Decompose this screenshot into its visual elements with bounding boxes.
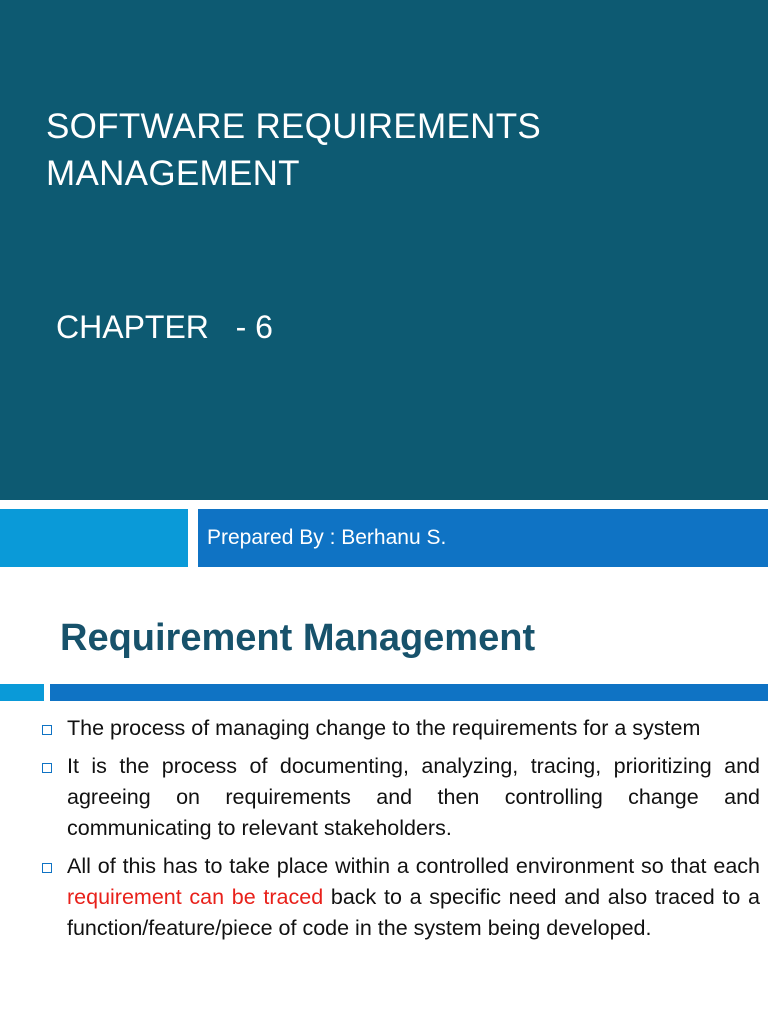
bullet-text: The process of managing change to the requirements for a system: [67, 716, 701, 740]
bullet-text: It is the process of documenting, analyzing, tracing, prioritizing and agreeing on requirements and then controlling change and communicating to relevant stakeholders.: [67, 754, 760, 840]
author-band: [198, 509, 768, 567]
list-item: [0, 713, 760, 744]
hollow-square-icon: [42, 863, 52, 873]
bullet-list: [0, 713, 768, 951]
hollow-square-icon: [42, 763, 52, 773]
accent-band-left: [0, 509, 188, 567]
title-rule-left: [0, 684, 44, 701]
highlighted-text: requirement can be traced: [67, 885, 324, 909]
slide-title: Requirement Management: [60, 617, 536, 659]
divider: [0, 500, 768, 509]
title-rule-right: [50, 684, 768, 701]
list-item: [0, 851, 760, 944]
title-slide: [0, 0, 768, 500]
prepared-by-text: Prepared By : Berhanu S.: [207, 526, 447, 549]
presentation-title: SOFTWARE REQUIREMENTS MANAGEMENT: [46, 107, 542, 193]
hollow-square-icon: [42, 725, 52, 735]
bullet-text-start: All of this has to take place within a controlled environment so that each: [67, 854, 760, 878]
chapter-label: CHAPTER - 6: [56, 309, 273, 345]
bullet-text-end: back to a specific need and also traced to a function/feature/piece of code in the system being developed.: [67, 885, 760, 940]
list-item: [0, 751, 760, 844]
